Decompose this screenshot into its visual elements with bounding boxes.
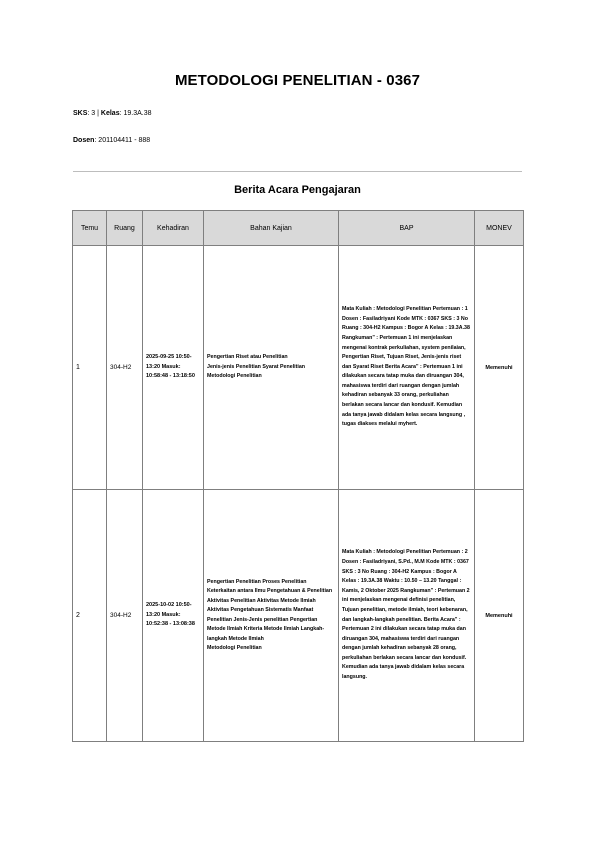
header-bap: BAP [339, 211, 475, 246]
dosen-value: : 201104411 - 888 [94, 137, 151, 144]
kelas-value: : 19.3A.38 [119, 110, 152, 117]
course-meta [73, 110, 152, 117]
dosen-label: Dosen [73, 137, 95, 144]
cell-bahan-kajian: Pengertian Riset atau Penelitian Jenis-jenis Penelitian Syarat Penelitian Metodologi Penelitian [204, 246, 339, 490]
header-monev: MONEV [475, 211, 524, 246]
header-kehadiran: Kehadiran [143, 211, 204, 246]
page-title: METODOLOGI PENELITIAN - 0367 [174, 72, 421, 89]
cell-ruang: 304-H2 [107, 246, 143, 490]
divider [73, 171, 522, 172]
bap-table [72, 210, 524, 742]
header-ruang: Ruang [107, 211, 143, 246]
kelas-label: Kelas [100, 110, 120, 117]
section-title: Berita Acara Pengajaran [234, 184, 361, 196]
sks-label: SKS [73, 110, 88, 117]
cell-monev: Memenuhi [475, 490, 524, 742]
table-row [73, 490, 524, 742]
cell-bap: Mata Kuliah : Metodologi Penelitian Pertemuan : 1 Dosen : Fasiladriyani Kode MTK : 0367 SKS : 3 No Ruang : 304-H2 Kampus : Bogor A Kelas : 19.3A.38 Rangkuman" : Pertemuan 1 ini menjelaskan mengenai kontrak perkuliahan, system penilaian, Pengertian Riset, Tujuan Riset, Jenis-jenis riset dan Syarat Riset Berita Acara" : Pertemuan 1 ini dilakukan secara tatap muka dan diruangan 304, mahasiswa terdiri dari ruangan dengan jumlah kehadiran sebanyak 33 orang, perkuliahan berlakan secara lancar dan kondusif. Kemudian ada tanya jawab didalam kelas secara langsung , tugas diakses melalui myhert. [339, 246, 475, 490]
cell-temu: 1 [73, 246, 107, 490]
header-bahan-kajian: Bahan Kajian [204, 211, 339, 246]
cell-ruang: 304-H2 [107, 490, 143, 742]
cell-bahan-kajian: Pengertian Penelitian Proses Penelitian Keterkaitan antara Ilmu Pengetahuan & Penelitian Aktivitas Penelitian Aktivitas Metode Ilmiah Aktivitas Pengetahuan Sistematis Manfaat Penelitian Jenis-Jenis penelitian Pengertian Metode Ilmiah Kriteria Metode Ilmiah Langkah-langkah Metode Ilmiah Metodologi Penelitian [204, 490, 339, 742]
cell-bap: Mata Kuliah : Metodologi Penelitian Pertemuan : 2 Dosen : Fasiladriyani, S.Pd., M.M Kode MTK : 0367 SKS : 3 No Ruang : 304-H2 Kampus : Bogor A Kelas : 19.3A.38 Waktu : 10.50 – 13.20 Tanggal : Kamis, 2 Oktober 2025 Rangkuman" : Pertemuan 2 ini menjelaskan mengenai definisi penelitian, Tujuan penelitian, metode ilmiah, teori kebenaran, dan langkah-langkah penelitian. Berita Acara" : Pertemuan 2 ini dilakukan secara tatap muka dan diruangan 304, mahasiswa terdiri dari ruangan dengan jumlah kehadiran sebanyak 28 orang, perkuliahan berlakan secara lancar dan kondusif. Kemudian ada tanya jawab didalam kelas secara langsung. [339, 490, 475, 742]
cell-kehadiran: 2025-10-02 10:50-13:20 Masuk: 10:52:38 - 13:08:38 [143, 490, 204, 742]
table-header-row [73, 211, 524, 246]
table-row [73, 246, 524, 490]
lecturer-meta [73, 137, 150, 144]
cell-kehadiran: 2025-09-25 10:50-13:20 Masuk: 10:58:48 - 13:18:50 [143, 246, 204, 490]
cell-monev: Memenuhi [475, 246, 524, 490]
header-temu: Temu [73, 211, 107, 246]
cell-temu: 2 [73, 490, 107, 742]
sks-value: : 3 | [87, 110, 101, 117]
